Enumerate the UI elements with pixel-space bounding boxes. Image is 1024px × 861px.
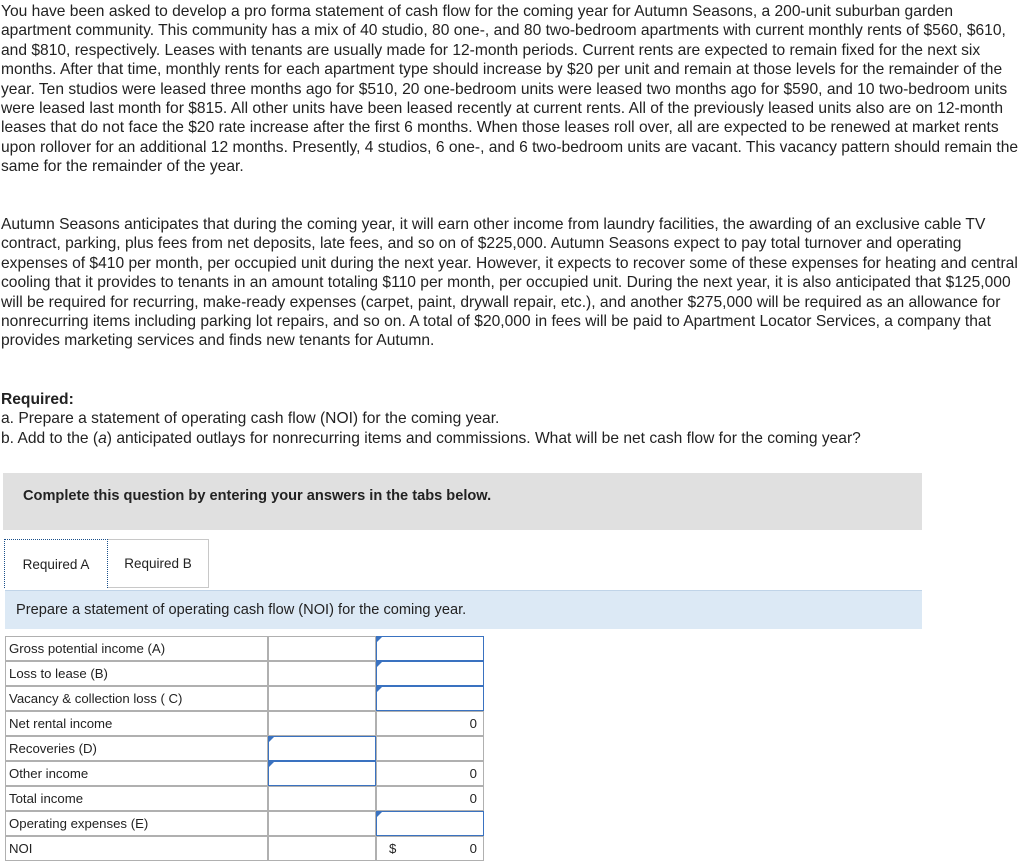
recoveries-input[interactable] bbox=[268, 736, 376, 761]
panel-text: Complete this question by entering your answers in the tabs below. bbox=[23, 488, 492, 504]
vacancy-loss-input[interactable] bbox=[376, 686, 484, 711]
currency-symbol: $ bbox=[389, 841, 397, 856]
table-row bbox=[5, 686, 485, 711]
row-label: Loss to lease (B) bbox=[5, 661, 268, 686]
row-label: Recoveries (D) bbox=[5, 736, 268, 761]
row-cell bbox=[268, 711, 376, 736]
problem-paragraph-2: Autumn Seasons anticipates that during the coming year, it will earn other income from laundry facilities, the awarding of an exclusive cable TV contract, parking, plus fees from net deposits, late fees, and so on of $225,000. Autumn Seasons expect to pay total turnover and operating expenses of $410 per month, per occupied unit during the next year. However, it expects to recover some of these expenses for heating and central cooling that it provides to tenants in an amount totaling $110 per month, per occupied unit. During the next year, it is also anticipated that $125,000 will be required for recurring, make-ready expenses (carpet, paint, drywall repair, etc.), and another $275,000 will be required as an allowance for nonrecurring items including parking lot repairs, and so on. A total of $20,000 in fees will be paid to Apartment Locator Services, a company that provides marketing services and finds new tenants for Autumn. bbox=[1, 216, 1018, 350]
operating-expenses-input[interactable] bbox=[376, 811, 484, 836]
required-a-text: a. Prepare a statement of operating cash flow (NOI) for the coming year. bbox=[1, 410, 500, 428]
row-cell bbox=[268, 836, 376, 861]
required-title: Required: bbox=[1, 391, 74, 408]
problem-paragraph-1: You have been asked to develop a pro forma statement of cash flow for the coming year for Autumn Seasons, a 200-unit suburban garden apartment community. This community has a mix of 40 studio, 80 one-, and 80 two-bedroom apartments with current monthly rents of $560, $610, and $810, respectively. Leases with tenants are usually made for 12-month periods. Current rents are expected to remain fixed for the next six months. After that time, monthly rents for each apartment type should increase by $20 per unit and remain at those levels for the remainder of the year. Ten studios were leased three months ago for $510, 20 one-bedroom units were leased two months ago for $590, and 10 two-bedroom units were leased last month for $815. All other units have been leased recently at current rents. All of the previously leased units also are on 12-month leases that do not face the $20 rate increase after the first 6 months. When those leases roll over, all are expected to be renewed at market rents upon rollover for an additional 12 months. Presently, 4 studios, 6 one-, and 6 two-bedroom units are vacant. This vacancy pattern should remain the same for the remainder of the year. bbox=[1, 3, 1019, 176]
table-row bbox=[5, 786, 485, 811]
row-label: Net rental income bbox=[5, 711, 268, 736]
table-row bbox=[5, 761, 485, 786]
row-label: Total income bbox=[5, 786, 268, 811]
tab-required-a[interactable]: Required A bbox=[4, 539, 108, 588]
table-row bbox=[5, 811, 485, 836]
instructions-panel bbox=[3, 473, 922, 530]
total-income-value: 0 bbox=[376, 786, 484, 811]
gross-potential-income-input[interactable] bbox=[376, 636, 484, 661]
noi-amount: 0 bbox=[469, 841, 477, 856]
other-income-value: 0 bbox=[376, 761, 484, 786]
row-cell bbox=[268, 686, 376, 711]
row-cell bbox=[268, 661, 376, 686]
row-label: Operating expenses (E) bbox=[5, 811, 268, 836]
table-row bbox=[5, 636, 485, 661]
row-cell bbox=[376, 736, 484, 761]
noi-value bbox=[376, 836, 484, 861]
loss-to-lease-input[interactable] bbox=[376, 661, 484, 686]
row-label: Vacancy & collection loss ( C) bbox=[5, 686, 268, 711]
row-cell bbox=[268, 636, 376, 661]
noi-table bbox=[5, 636, 485, 856]
tab-instruction-text: Prepare a statement of operating cash flow (NOI) for the coming year. bbox=[16, 602, 467, 618]
table-row bbox=[5, 736, 485, 761]
tab-required-b[interactable]: Required B bbox=[108, 539, 209, 588]
row-cell bbox=[268, 786, 376, 811]
required-section bbox=[1, 390, 1021, 448]
table-row bbox=[5, 661, 485, 686]
other-income-input[interactable] bbox=[268, 761, 376, 786]
required-b-text: b. Add to the (a) anticipated outlays for nonrecurring items and commissions. What will be net cash flow for the coming year? bbox=[1, 429, 861, 447]
table-row bbox=[5, 836, 485, 861]
tab-instruction-bar bbox=[5, 590, 922, 629]
net-rental-income-value: 0 bbox=[376, 711, 484, 736]
table-row bbox=[5, 711, 485, 736]
row-label: Gross potential income (A) bbox=[5, 636, 268, 661]
row-cell bbox=[268, 811, 376, 836]
row-label: Other income bbox=[5, 761, 268, 786]
row-label: NOI bbox=[5, 836, 268, 861]
